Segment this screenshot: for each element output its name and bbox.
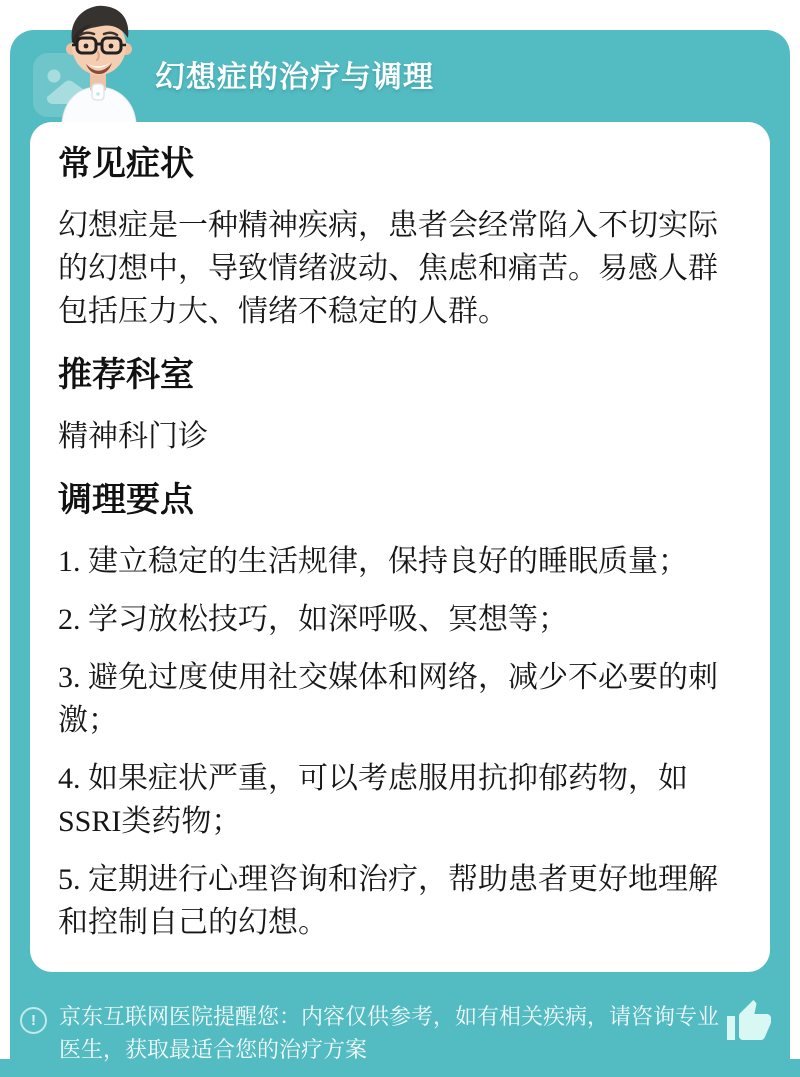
doctor-avatar xyxy=(46,2,150,123)
department-body: 精神科门诊 xyxy=(58,420,208,453)
list-item: 1. 建立稳定的生活规律，保持良好的睡眠质量； xyxy=(58,545,688,578)
page-title: 幻想症的治疗与调理 xyxy=(155,61,434,94)
footer-notice xyxy=(20,1000,732,1066)
list-item: 5. 定期进行心理咨询和治疗，帮助患者更好地理解和控制自己的幻想。 xyxy=(58,863,718,939)
care-list xyxy=(58,540,742,944)
care-heading: 调理要点 xyxy=(58,481,194,519)
list-item: 3. 避免过度使用社交媒体和网络，减少不必要的刺激； xyxy=(58,661,718,737)
symptoms-body: 幻想症是一种精神疾病，患者会经常陷入不切实际的幻想中，导致情绪波动、焦虑和痛苦。易感人群包括压力大、情绪不稳定的人群。 xyxy=(58,209,718,328)
thumbs-up-button[interactable] xyxy=(725,998,773,1046)
section-symptoms xyxy=(58,144,742,333)
department-heading: 推荐科室 xyxy=(58,356,194,394)
symptoms-heading: 常见症状 xyxy=(58,145,194,183)
content-card xyxy=(30,122,770,972)
section-department xyxy=(58,355,742,458)
alert-circle-icon: ! xyxy=(20,1007,47,1034)
list-item: 2. 学习放松技巧，如深呼吸、冥想等； xyxy=(58,603,568,636)
section-care xyxy=(58,480,742,944)
notice-text: 京东互联网医院提醒您：内容仅供参考，如有相关疾病，请咨询专业医生，获取最适合您的治疗方案 xyxy=(59,1004,720,1062)
list-item: 4. 如果症状严重，可以考虑服用抗抑郁药物，如SSRI类药物； xyxy=(58,762,688,838)
thumbs-up-icon xyxy=(725,998,773,1046)
